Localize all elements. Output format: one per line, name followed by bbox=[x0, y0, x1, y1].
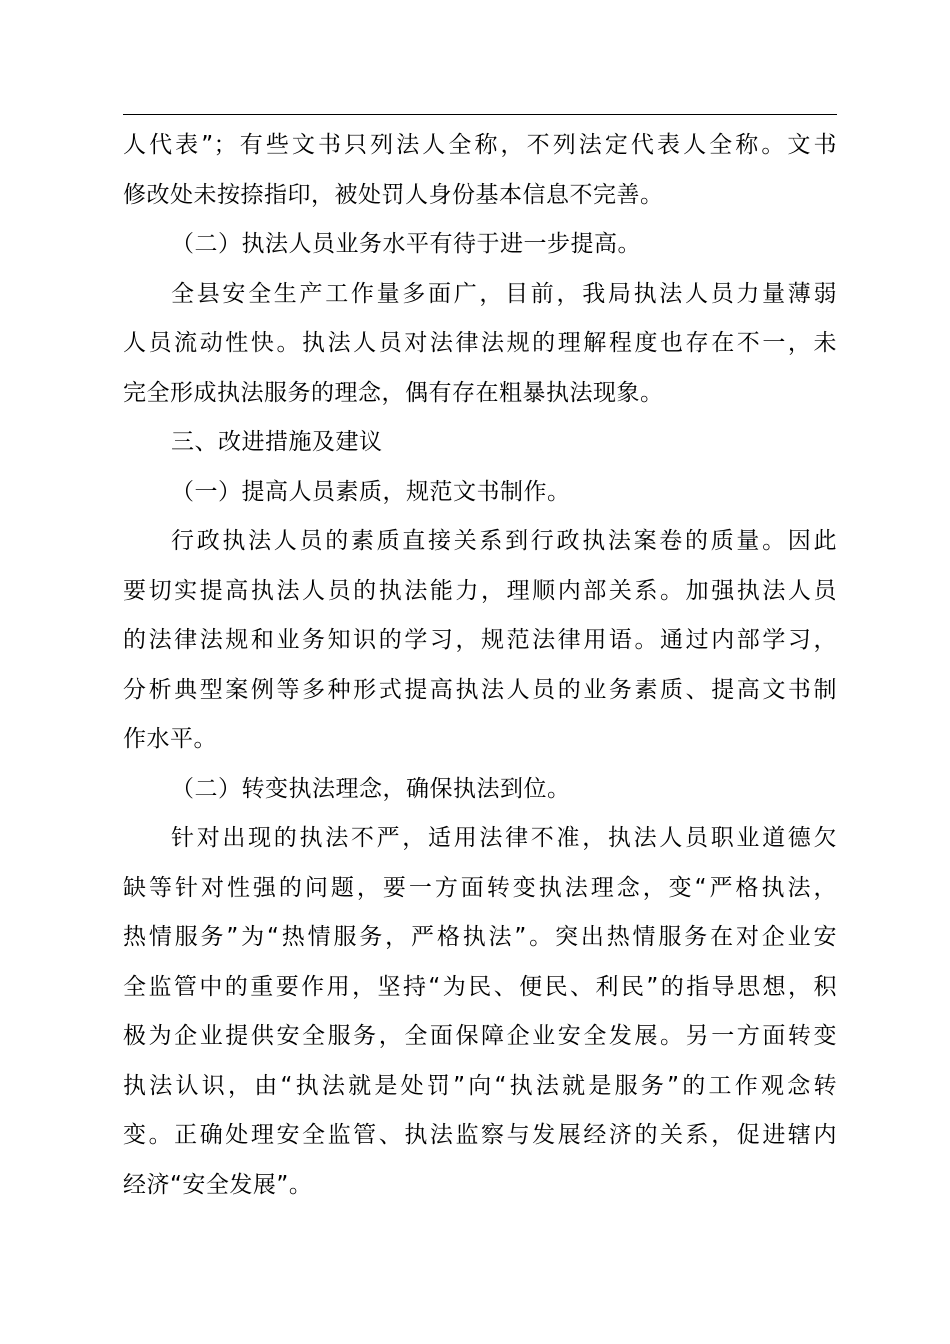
section-heading: （二）执法人员业务水平有待于进一步提高。 bbox=[171, 231, 641, 257]
paragraph-line: 的法律法规和业务知识的学习，规范法律用语。通过内部学习， bbox=[123, 627, 837, 653]
paragraph-line: 变。正确处理安全监管、执法监察与发展经济的关系，促进辖内 bbox=[123, 1122, 837, 1148]
paragraph-line: 针对出现的执法不严，适用法律不准，执法人员职业道德欠 bbox=[171, 825, 837, 851]
paragraph-line: 人代表”；有些文书只列法人全称，不列法定代表人全称。文书 bbox=[123, 132, 837, 158]
paragraph-line: 经济“安全发展”。 bbox=[123, 1171, 313, 1198]
paragraph-line: 人员流动性快。执法人员对法律法规的理解程度也存在不一，未 bbox=[123, 330, 837, 356]
section-heading: （一）提高人员素质，规范文书制作。 bbox=[171, 478, 571, 505]
paragraph-line: 执法认识，由“执法就是处罚”向“执法就是服务”的工作观念转 bbox=[123, 1072, 837, 1099]
paragraph-line: 完全形成执法服务的理念，偶有存在粗暴执法现象。 bbox=[123, 379, 664, 406]
paragraph-line: 行政执法人员的素质直接关系到行政执法案卷的质量。因此 bbox=[171, 528, 837, 554]
paragraph-line: 热情服务”为“热情服务，严格执法”。突出热情服务在对企业安 bbox=[123, 924, 837, 950]
section-heading: （二）转变执法理念，确保执法到位。 bbox=[171, 775, 571, 802]
paragraph-line: 要切实提高执法人员的执法能力，理顺内部关系。加强执法人员 bbox=[123, 577, 837, 604]
paragraph-line: 全县安全生产工作量多面广，目前，我局执法人员力量薄弱 bbox=[171, 280, 837, 307]
paragraph-line: 缺等针对性强的问题，要一方面转变执法理念，变“严格执法， bbox=[123, 874, 837, 901]
paragraph-line: 全监管中的重要作用，坚持“为民、便民、利民”的指导思想，积 bbox=[123, 973, 837, 1000]
paragraph-line: 作水平。 bbox=[123, 726, 217, 752]
paragraph-line: 分析典型案例等多种形式提高执法人员的业务素质、提高文书制 bbox=[123, 676, 837, 703]
paragraph-line: 极为企业提供安全服务，全面保障企业安全发展。另一方面转变 bbox=[123, 1023, 837, 1049]
document-body bbox=[123, 121, 837, 1210]
paragraph-line: 修改处未按捺指印，被处罚人身份基本信息不完善。 bbox=[123, 181, 664, 208]
chapter-heading: 三、改进措施及建议 bbox=[171, 429, 383, 455]
header-rule bbox=[123, 114, 837, 115]
